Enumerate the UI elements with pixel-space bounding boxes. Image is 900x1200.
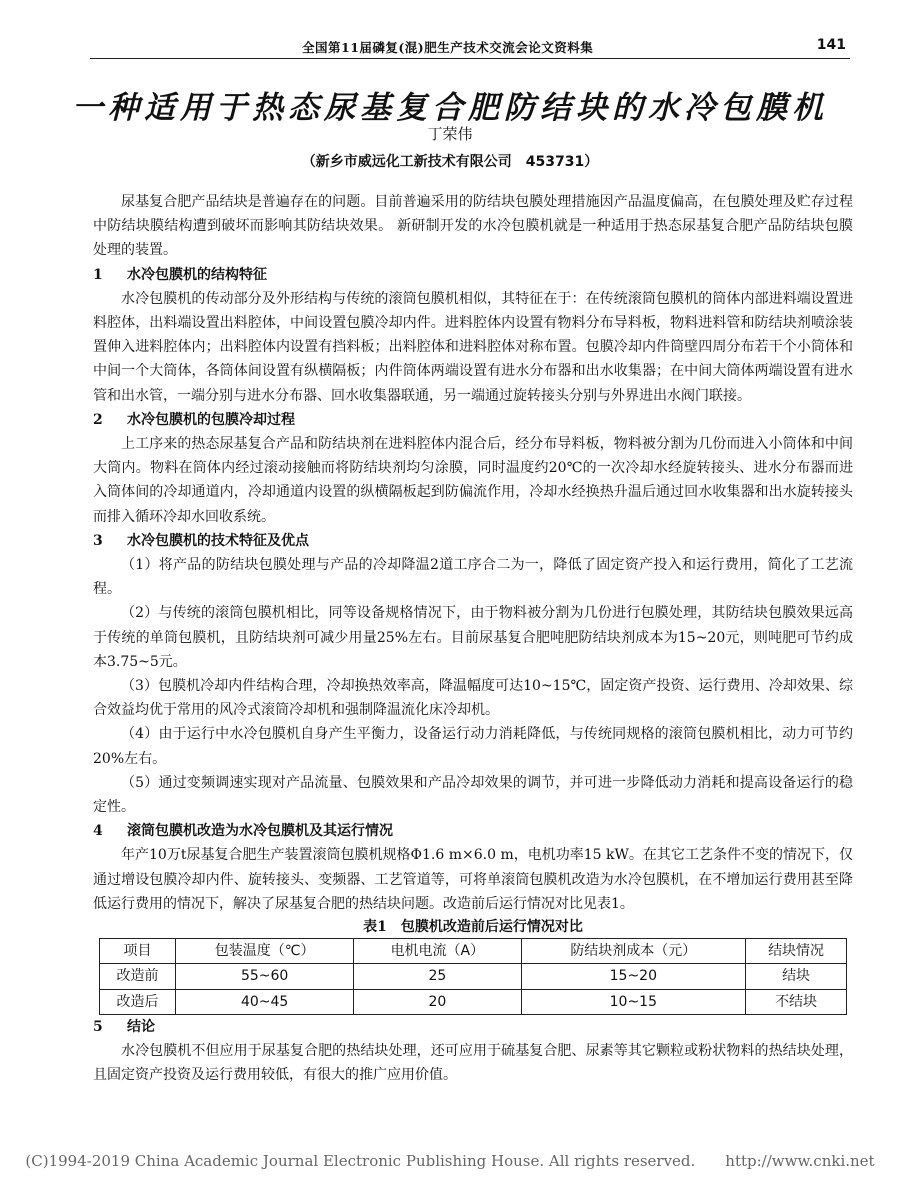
article-title: 一种适用于热态尿基复合肥防结块的水冷包膜机 (72, 90, 828, 126)
section-number: 2 (93, 411, 103, 428)
table-header-cell: 防结块剂成本（元） (521, 939, 746, 964)
article-body (93, 190, 853, 1087)
body-paragraph: （1）将产品的防结块包膜处理与产品的冷却降温2道工序合二为一，降低了固定资产投入和运行费用，简化了工艺流程。 (93, 557, 853, 598)
header-title: 全国第11届磷复(混)肥生产技术交流会论文资料集 (302, 40, 594, 55)
section-title: 结论 (127, 1018, 155, 1035)
section-title: 水冷包膜机的技术特征及优点 (127, 532, 309, 549)
comparison-table (99, 938, 847, 1015)
table-header-cell: 电机电流（A） (354, 939, 521, 964)
table-header-row (100, 939, 847, 964)
section-number: 4 (93, 823, 103, 840)
author-name: 丁荣伟 (427, 125, 473, 143)
section-title: 滚筒包膜机改造为水冷包膜机及其运行情况 (127, 823, 393, 840)
table-caption: 表1 包膜机改造前后运行情况对比 (363, 919, 583, 936)
table-cell: 20 (354, 989, 521, 1014)
body-paragraph: 上工序来的热态尿基复合产品和防结块剂在进料腔体内混合后，经分布导料板，物料被分割为几份而进入小筒体和中间大筒内。物料在筒体内经过滚动接触而将防结块剂均匀涂膜，同时温度约20℃的一次冷却水经旋转接头、进水分布器而进入筒体间的冷却通道内，冷却通道内设置的纵横隔板起到防偏流作用，冷却水经换热升温后通过回水收集器和出水旋转接头而排入循环冷却水回收系统。 (93, 436, 853, 525)
table-cell: 改造后 (100, 989, 176, 1014)
section-number: 5 (93, 1018, 103, 1035)
body-paragraph: （5）通过变频调速实现对产品流量、包膜效果和产品冷却效果的调节，并可进一步降低动力消耗和提高设备运行的稳定性。 (93, 774, 853, 816)
table-cell: 结块 (746, 964, 847, 989)
section-heading (93, 819, 853, 843)
section-title: 水冷包膜机的包膜冷却过程 (127, 411, 295, 428)
table-cell: 15~20 (521, 964, 746, 989)
body-paragraph: 水冷包膜机的传动部分及外形结构与传统的滚筒包膜机相似，其特征在于：在传统滚筒包膜机的筒体内部进料端设置进料腔体，出料端设置出料腔体，中间设置包膜冷却内件。进料腔体内设置有物料分布导料板，物料进料管和防结块剂喷涂装置伸入进料腔体内；出料腔体内设置有挡料板；出料腔体和进料腔体对称布置。包膜冷却内件筒壁四周分布若干个小筒体和中间一个大筒体，各筒体间设置有纵横隔板；内件筒体两端设置有进水分布器和出水收集器；在中间大筒体两端设置有进水管和出水管，一端分别与进水分布器、回水收集器联通，另一端通过旋转接头分别与外界进出水阀门联接。 (93, 290, 853, 404)
table-row (100, 989, 847, 1014)
section-heading (93, 408, 853, 432)
table-cell: 40~45 (176, 989, 354, 1014)
intro-paragraph: 尿基复合肥产品结块是普遍存在的问题。目前普遍采用的防结块包膜处理措施因产品温度偏高，在包膜处理及贮存过程中防结块膜结构遭到破坏而影响其防结块效果。 新研制开发的水冷包膜机就是一种适用于热态尿基复合肥产品防结块包膜处理的装置。 (93, 194, 853, 259)
body-paragraph: 水冷包膜机不但应用于尿基复合肥的热结块处理，还可应用于硫基复合肥、尿素等其它颗粒或粉状物料的热结块处理，且固定资产投资及运行费用较低，有很大的推广应用价值。 (93, 1042, 853, 1084)
table-header-cell: 结块情况 (746, 939, 847, 964)
table-row (100, 964, 847, 989)
running-header (90, 36, 850, 59)
section-number: 1 (93, 266, 103, 283)
table-cell: 改造前 (100, 964, 176, 989)
section-title: 水冷包膜机的结构特征 (127, 266, 267, 283)
table-header-cell: 包装温度（℃） (176, 939, 354, 964)
copyright-footer: (C)1994-2019 China Academic Journal Electronic Publishing House. All rights reserved. http://www.cnki.net (25, 1152, 875, 1170)
section-heading (93, 529, 853, 553)
section-number: 3 (93, 532, 103, 549)
table-cell: 25 (354, 964, 521, 989)
author-affiliation: （新乡市威远化工新技术有限公司 453731） (301, 154, 599, 170)
body-paragraph: （3）包膜机冷却内件结构合理，冷却换热效率高，降温幅度可达10~15℃，固定资产投资、运行费用、冷却效果、综合效益均优于常用的风冷式滚筒冷却机和强制降温流化床冷却机。 (93, 678, 853, 719)
table-cell: 55~60 (176, 964, 354, 989)
table-header-cell: 项目 (100, 939, 176, 964)
table-cell: 不结块 (746, 989, 847, 1014)
body-paragraph: 年产10万t尿基复合肥生产装置滚筒包膜机规格Φ1.6 m×6.0 m，电机功率15 kW。在其它工艺条件不变的情况下，仅通过增设包膜冷却内件、旋转接头、变频器、工艺管道等，可将单滚筒包膜机改造为水冷包膜机，在不增加运行费用甚至降低运行费用的情况下，解决了尿基复合肥的热结块问题。改造前后运行情况对比见表1。 (93, 847, 853, 912)
section-heading (93, 263, 853, 287)
body-paragraph: （4）由于运行中水冷包膜机自身产生平衡力，设备运行动力消耗降低，与传统同规格的滚筒包膜机相比，动力可节约20%左右。 (93, 726, 853, 767)
section-heading (93, 1015, 853, 1039)
body-paragraph: （2）与传统的滚筒包膜机相比，同等设备规格情况下，由于物料被分割为几份进行包膜处理，其防结块包膜效果远高于传统的单筒包膜机，且防结块剂可减少用量25%左右。目前尿基复合肥吨肥防结块剂成本为15~20元，则吨肥可节约成本3.75~5元。 (93, 605, 853, 670)
table-cell: 10~15 (521, 989, 746, 1014)
page-number: 141 (816, 37, 846, 53)
